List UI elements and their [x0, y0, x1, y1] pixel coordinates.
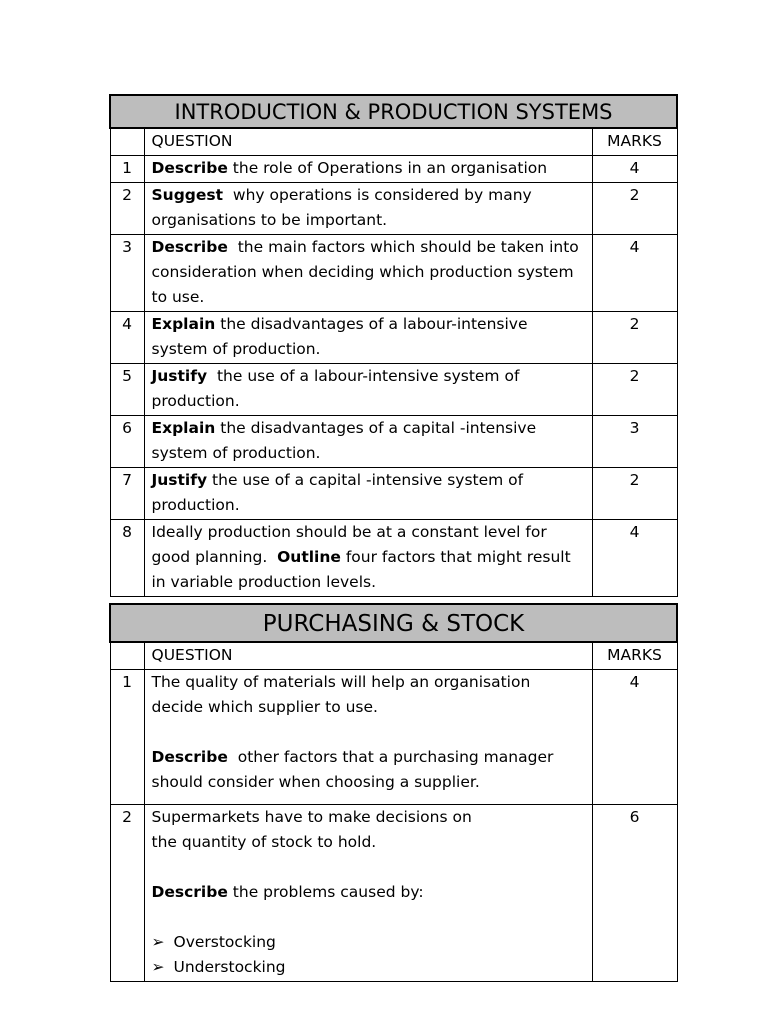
question-text — [144, 183, 592, 235]
question-body: the disadvantages of a capital -intensive system of production. — [151, 419, 537, 462]
command-verb: Explain — [151, 419, 216, 437]
question-number: 3 — [110, 235, 144, 312]
question-marks: 2 — [592, 468, 677, 520]
question-intro-line: the quantity of stock to hold. — [151, 833, 377, 851]
question-text — [144, 156, 592, 183]
command-verb: Describe — [151, 238, 228, 256]
question-text — [144, 520, 592, 597]
question-intro-line: Supermarkets have to make decisions on — [151, 808, 472, 826]
question-number: 5 — [110, 364, 144, 416]
question-text — [144, 670, 592, 805]
question-marks: 2 — [592, 183, 677, 235]
table-row — [110, 312, 677, 364]
question-intro: The quality of materials will help an organisation decide which supplier to use. — [151, 673, 531, 716]
question-text — [144, 364, 592, 416]
command-verb: Outline — [277, 548, 341, 566]
question-number: 7 — [110, 468, 144, 520]
command-verb: Describe — [151, 883, 228, 901]
question-header: QUESTION — [144, 128, 592, 156]
question-marks: 2 — [592, 364, 677, 416]
question-body: why operations is considered by many organisations to be important. — [151, 186, 537, 229]
question-body: four factors that might result in variable production levels. — [151, 548, 571, 591]
production-systems-table — [109, 94, 678, 597]
question-marks: 6 — [592, 805, 677, 982]
marks-header: MARKS — [592, 128, 677, 156]
question-marks: 2 — [592, 312, 677, 364]
table-row — [110, 468, 677, 520]
command-verb: Suggest — [151, 186, 224, 204]
bullet-text: Understocking — [173, 958, 286, 976]
question-body: the role of Operations in an organisation — [227, 159, 548, 177]
question-number: 6 — [110, 416, 144, 468]
question-text — [144, 468, 592, 520]
question-header: QUESTION — [144, 642, 592, 670]
table-row — [110, 805, 677, 982]
table-header-row — [110, 642, 677, 670]
question-body: the use of a labour-intensive system of production. — [151, 367, 525, 410]
section-title: PURCHASING & STOCK — [110, 604, 677, 642]
command-verb: Describe — [151, 159, 228, 177]
bullet-text: Overstocking — [173, 933, 276, 951]
question-marks: 4 — [592, 670, 677, 805]
arrow-bullet-icon: ➢ — [151, 958, 165, 976]
question-number: 1 — [110, 156, 144, 183]
marks-header: MARKS — [592, 642, 677, 670]
command-verb: Explain — [151, 315, 216, 333]
table-row — [110, 183, 677, 235]
arrow-bullet-icon: ➢ — [151, 933, 165, 951]
question-body: the use of a capital -intensive system of production. — [151, 471, 524, 514]
section-title: INTRODUCTION & PRODUCTION SYSTEMS — [110, 95, 677, 128]
command-verb: Justify — [151, 367, 208, 385]
question-text — [144, 235, 592, 312]
question-body: the main factors which should be taken into consideration when deciding which production system to use. — [151, 238, 584, 306]
question-text — [144, 416, 592, 468]
question-marks: 3 — [592, 416, 677, 468]
table-row — [110, 520, 677, 597]
table-header-row — [110, 128, 677, 156]
table-row — [110, 416, 677, 468]
bullet-item — [152, 930, 586, 955]
question-intro: Ideally production should be at a constant level for good planning. — [151, 523, 552, 566]
bullet-item — [152, 955, 586, 980]
question-number: 2 — [110, 805, 144, 982]
question-body: other factors that a purchasing manager should consider when choosing a supplier. — [151, 748, 559, 791]
table-row — [110, 156, 677, 183]
question-marks: 4 — [592, 520, 677, 597]
table-row — [110, 364, 677, 416]
question-number: 2 — [110, 183, 144, 235]
question-body: the disadvantages of a labour-intensive system of production. — [151, 315, 528, 358]
command-verb: Justify — [151, 471, 208, 489]
question-number: 8 — [110, 520, 144, 597]
question-body: the problems caused by: — [227, 883, 424, 901]
question-marks: 4 — [592, 235, 677, 312]
purchasing-stock-table — [109, 603, 678, 982]
command-verb: Describe — [151, 748, 228, 766]
question-marks: 4 — [592, 156, 677, 183]
table-row — [110, 235, 677, 312]
question-number: 1 — [110, 670, 144, 805]
question-number: 4 — [110, 312, 144, 364]
table-row — [110, 670, 677, 805]
question-text — [144, 312, 592, 364]
question-text — [144, 805, 592, 982]
